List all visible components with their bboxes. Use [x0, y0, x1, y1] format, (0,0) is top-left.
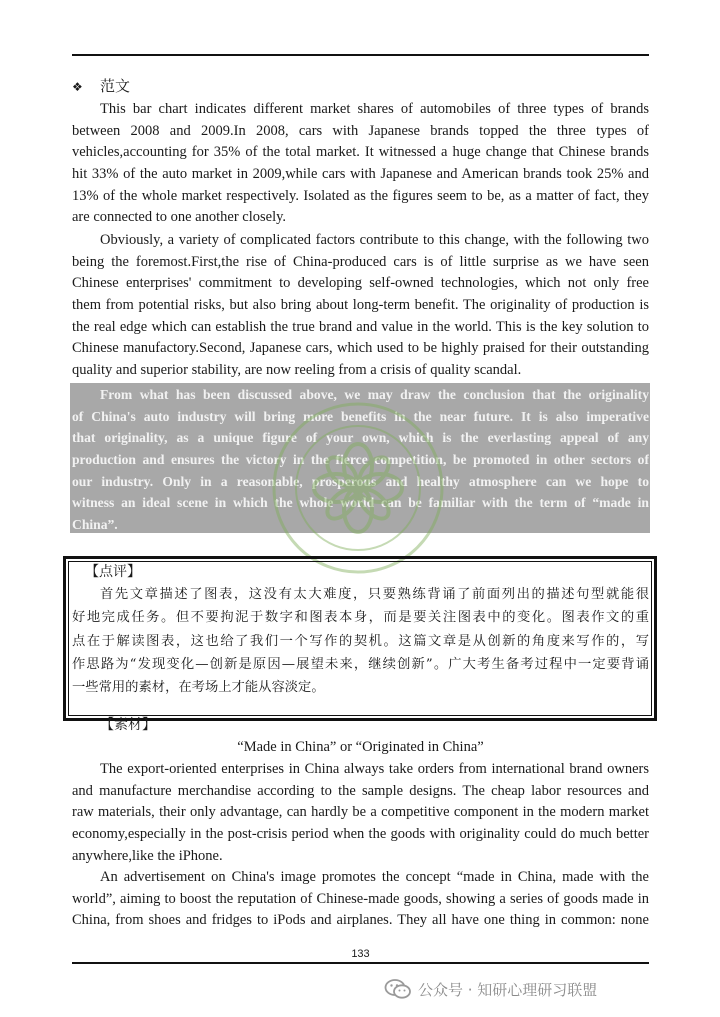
essay-paragraph-1: This bar chart indicates different market shares of automobiles of three types of brands between 2008 and 2009.In 2008, cars with Japanese brands topped the three types of vehicles,accounting for 35% of the total market. It witnessed a huge change that Chinese brands hit 33% of the auto market in 2009,while cars with Japanese and American brands took 25% and 13% of the whole market respectively. Isolated as the figures seem to be, as a matter of fact, they are connected to one another closely.	[72, 101, 649, 226]
material-paragraph-2: An advertisement on China's image promotes the concept “made in China, made with the world”, aiming to boost the reputation of Chinese-made goods, showing a series of goods made in China, from shoes and fridges to iPods and airplanes. They all have one thing in common: none	[72, 869, 649, 929]
header-rule	[72, 54, 649, 56]
footer-account-text: 公众号 · 知研心理研习联盟	[418, 980, 598, 999]
footer-brand	[384, 978, 597, 1000]
material-heading: 【素材】	[100, 717, 156, 733]
diamond-bullet-icon: ❖	[72, 80, 83, 94]
comment-heading: 【点评】	[85, 564, 141, 580]
essay-paragraph-2: Obviously, a variety of complicated factors contribute to this change, with the following two being the foremost.First,the rise of China-produced cars is of little surprise as we have seen Chinese enterprises' commitment to developing self-owned technologies, which not only free them from potential risks, but also bring about long-term benefit. The originality of production is the real edge which can establish the true brand and value in the world. This is the key solution to Chinese manufactory.Second, Japanese cars, which used to be highly praised for their outstanding quality and superior stability, are now reeling from a crisis of quality scandal.	[72, 232, 649, 379]
wechat-icon	[384, 979, 412, 999]
footer-rule	[72, 962, 649, 964]
page-number: 133	[351, 948, 370, 960]
material-title: “Made in China” or “Originated in China”	[237, 739, 484, 755]
comment-body: 首先文章描述了图表，这没有太大难度，只要熟练背诵了前面列出的描述句型就能很 好地完成任务。但不要拘泥于数字和图表本身，而是要关注图表中的变化。图表作文的重 点在于解读图表，这也给了我们一个写作的契机。这篇文章是从创新的角度来写作的，写 作思路为“发现变化—创新是原因—展望未来，继续创新”。广大考生备考过程中一定要背诵 一些常用的素材，在考场上才能从容淡定。	[72, 587, 649, 696]
watermark-seal	[268, 398, 448, 578]
essay-paragraph-3-highlighted: From what has been discussed above, we may draw the conclusion that the originality of China's auto industry will bring more benefits in the near future. It is also imperative that originality, as a unique figure of your own, which is the everlasting appeal of any production and ensures the victory in the fierce competition, be promoted in other sectors of our industry. Only in a reasonable, prosperous and healthy atmosphere can we hope to witness an ideal scene in which the whole world can be familiar with the term of “made in China”.	[72, 387, 649, 533]
section-heading: ❖ 范文	[72, 79, 131, 95]
material-paragraph-1: The export-oriented enterprises in China always take orders from international brand owners and manufacture merchandise according to the sample designs. The cheap labor resources and raw materials, their only advantage, can hardly be a competitive component in the modern market economy,especially in the post-crisis period when the goods with originality could do much better anywhere,like the iPhone.	[72, 761, 649, 864]
